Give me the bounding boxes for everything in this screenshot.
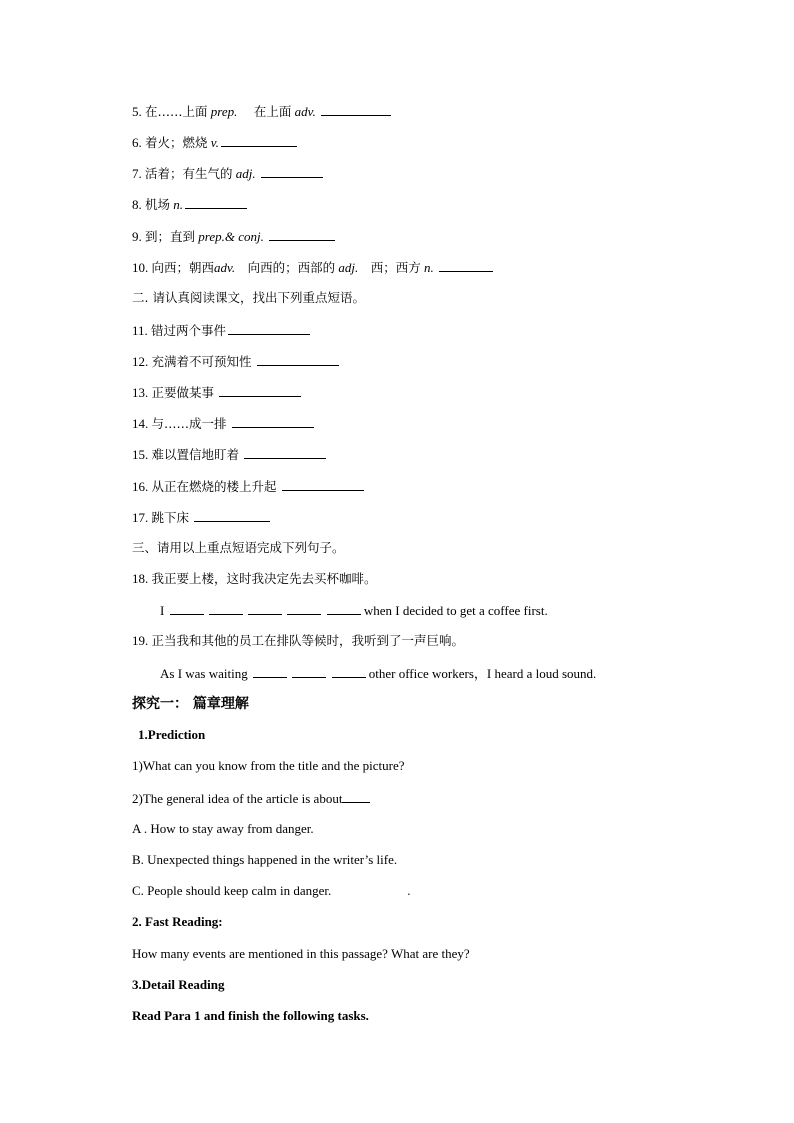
- phrase-item-13: [132, 383, 301, 402]
- item-number: 12.: [132, 354, 149, 369]
- answer-blank[interactable]: [219, 383, 301, 397]
- vocab-chinese: 在上面: [253, 104, 292, 119]
- option-c[interactable]: [132, 882, 411, 900]
- sentence-chinese: 正当我和其他的员工在排队等候时，我听到了一声巨响。: [151, 633, 465, 648]
- answer-blank[interactable]: [228, 321, 310, 335]
- item-number: 18.: [132, 571, 149, 586]
- vocab-item-5: [132, 102, 391, 121]
- answer-blank[interactable]: [332, 664, 366, 678]
- vocab-item-8: [132, 195, 247, 214]
- vocab-chinese: 着火；燃烧: [145, 135, 208, 150]
- item-number: 13.: [132, 385, 149, 400]
- phrase-item-16: [132, 477, 364, 496]
- item-number: 19.: [132, 633, 149, 648]
- answer-blank[interactable]: [321, 102, 391, 116]
- phrase-chinese: 充满着不可预知性: [151, 354, 252, 369]
- vocab-chinese: 机场: [145, 197, 171, 212]
- part-of-speech: adv.: [294, 104, 316, 119]
- sentence-18-english: [160, 601, 548, 620]
- fast-reading-heading: 2. Fast Reading:: [132, 914, 223, 929]
- sentence-suffix: other office workers，I heard a loud sound.: [368, 666, 597, 681]
- answer-blank[interactable]: [194, 508, 270, 522]
- answer-blank[interactable]: [170, 601, 204, 615]
- part-of-speech: prep.: [210, 104, 238, 119]
- phrase-chinese: 从正在燃烧的楼上升起: [151, 479, 277, 494]
- phrase-chinese: 难以置信地盯着: [151, 447, 240, 462]
- prediction-question-2: [132, 789, 370, 808]
- item-number: 17.: [132, 510, 149, 525]
- fast-reading-question: How many events are mentioned in this passage? What are they?: [132, 946, 470, 961]
- detail-reading-heading: 3.Detail Reading: [132, 977, 225, 992]
- phrase-chinese: 错过两个事件: [151, 323, 227, 338]
- item-number: 9.: [132, 229, 142, 244]
- answer-blank[interactable]: [342, 789, 370, 803]
- part-of-speech: adv.: [214, 260, 236, 275]
- item-number: 11.: [132, 323, 148, 338]
- vocab-chinese: 到；直到: [145, 229, 196, 244]
- phrase-item-15: [132, 445, 326, 464]
- option-a[interactable]: A . How to stay away from danger.: [132, 821, 314, 836]
- phrase-item-17: [132, 508, 270, 527]
- part-of-speech: adj.: [338, 260, 359, 275]
- answer-blank[interactable]: [253, 664, 287, 678]
- vocab-chinese: 向西；朝西: [151, 260, 215, 275]
- answer-blank[interactable]: [292, 664, 326, 678]
- option-text: C. People should keep calm in danger.: [132, 883, 332, 898]
- item-number: 7.: [132, 166, 142, 181]
- item-number: 8.: [132, 197, 142, 212]
- sentence-item-18: [132, 570, 377, 588]
- answer-blank[interactable]: [248, 601, 282, 615]
- sentence-prefix: I: [160, 603, 165, 618]
- item-number: 15.: [132, 447, 149, 462]
- vocab-item-6: [132, 133, 297, 152]
- sentence-item-19: [132, 632, 464, 650]
- item-number: 10.: [132, 260, 149, 275]
- part-of-speech: n.: [173, 197, 184, 212]
- answer-blank[interactable]: [185, 195, 247, 209]
- option-b[interactable]: B. Unexpected things happened in the writer’s life.: [132, 852, 398, 867]
- phrase-chinese: 正要做某事: [151, 385, 215, 400]
- answer-blank[interactable]: [439, 258, 493, 272]
- vocab-chinese: 在……上面: [145, 104, 208, 119]
- detail-reading-task: Read Para 1 and finish the following tasks.: [132, 1008, 369, 1023]
- answer-blank[interactable]: [282, 477, 364, 491]
- answer-blank[interactable]: [287, 601, 321, 615]
- sentence-19-english: [160, 664, 596, 683]
- phrase-item-11: [132, 321, 310, 340]
- item-number: 5.: [132, 104, 142, 119]
- phrase-item-12: [132, 352, 339, 371]
- prediction-question-1: 1)What can you know from the title and the picture?: [132, 758, 405, 773]
- phrase-chinese: 跳下床: [151, 510, 190, 525]
- part-of-speech: v.: [210, 135, 219, 150]
- item-number: 14.: [132, 416, 149, 431]
- answer-blank[interactable]: [232, 414, 314, 428]
- vocab-chinese: 活着；有生气的: [145, 166, 233, 181]
- answer-blank[interactable]: [261, 164, 323, 178]
- section-2-heading: 二. 请认真阅读课文，找出下列重点短语。: [132, 290, 365, 305]
- part-of-speech: prep.& conj.: [198, 229, 264, 244]
- section-3-heading: 三、请用以上重点短语完成下列句子。: [132, 540, 345, 555]
- answer-blank[interactable]: [209, 601, 243, 615]
- vocab-item-7: [132, 164, 323, 183]
- answer-blank[interactable]: [327, 601, 361, 615]
- sentence-prefix: As I was waiting: [160, 666, 248, 681]
- answer-blank[interactable]: [244, 445, 326, 459]
- answer-blank[interactable]: [221, 133, 297, 147]
- answer-blank[interactable]: [257, 352, 339, 366]
- phrase-chinese: 与……成一排: [151, 416, 227, 431]
- vocab-chinese: 西；西方: [370, 260, 421, 275]
- trailing-period: .: [407, 883, 411, 898]
- vocab-item-9: [132, 227, 335, 246]
- question-text: 2)The general idea of the article is about: [132, 791, 343, 806]
- prediction-heading: 1.Prediction: [138, 727, 206, 742]
- part-of-speech: adj.: [235, 166, 256, 181]
- part-of-speech: n.: [423, 260, 434, 275]
- vocab-item-10: [132, 258, 493, 277]
- sentence-suffix: when I decided to get a coffee first.: [363, 603, 548, 618]
- phrase-item-14: [132, 414, 314, 433]
- explore-heading: 探究一： 篇章理解: [132, 696, 249, 712]
- vocab-chinese: 向西的；西部的: [247, 260, 336, 275]
- item-number: 16.: [132, 479, 149, 494]
- item-number: 6.: [132, 135, 142, 150]
- answer-blank[interactable]: [269, 227, 335, 241]
- sentence-chinese: 我正要上楼，这时我决定先去买杯咖啡。: [151, 571, 377, 586]
